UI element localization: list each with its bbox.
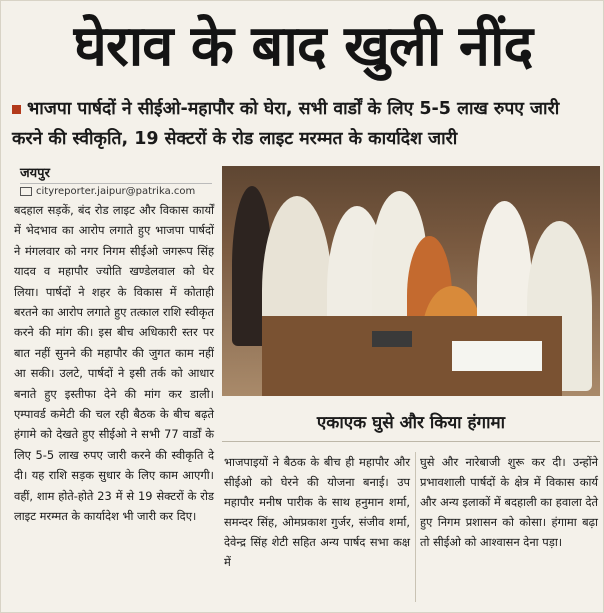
bullet-square-icon: [12, 105, 21, 114]
news-photo: [222, 166, 600, 396]
dateline: जयपुर: [20, 166, 50, 181]
subheading: एकाएक घुसे और किया हंगामा: [222, 405, 600, 442]
article-column-right: घुसे और नारेबाजी शुरू कर दी। उन्होंने प्रभावशाली पार्षदों के क्षेत्र में विकास कार्य और अन्य इलाकों में बदहाली का हवाला देते हुए निगम प्रशासन को कोसा। हंगामा बढ़ा तो सीईओ को आश्वासन देना पड़ा।: [420, 455, 598, 549]
byline-email[interactable]: cityreporter.jaipur@patrika.com: [36, 186, 196, 197]
deck-summary: [12, 94, 594, 154]
deck-text: भाजपा पार्षदों ने सीईओ-महापौर को घेरा, सभी वार्डों के लिए 5-5 लाख रुपए जारी करने की स्वीकृति, 19 सेक्टरों के रोड लाइट मरम्मत के कार्यादेश जारी: [12, 99, 560, 149]
article-body-left: बदहाल सड़कें, बंद रोड लाइट और विकास कार्यों में भेदभाव का आरोप लगाते हुए भाजपा पार्षदों ने मंगलवार को नगर निगम सीईओ जगरूप सिंह यादव व महापौर ज्योति खण्डेलवाल को घेर लिया। पार्षदों ने शहर के विकास में कोताही बरतने का आरोप लगाते हुए तत्काल राशि स्वीकृत करने की मांग की। इस बीच अधिकारी स्तर पर बात नहीं सुनने की महापौर की जुगत काम नहीं आ सकी। उलटे, पार्षदों ने इसी तर्क को आधार बनाते हुए इस्तीफा देने की मांग कर डाली। एम्पावर्ड कमेटी की चल रही बैठक के बीच बढ़ते हंगामे को देखते हुए सीईओ ने सभी 77 वार्डों के लिए 5-5 लाख रुपए जारी करने की स्वीकृति दे दी। यह राशि सड़क सुधार के लिए काम आएगी। वहीं, शाम होते-होते 23 में से 19 सेक्टरों के रोड लाइट मरम्मत के कार्यादेश भी जारी कर दिए।: [14, 203, 214, 524]
byline: [20, 183, 212, 197]
headline: घेराव के बाद खुली नींद: [73, 14, 533, 79]
article-column-middle: भाजपाइयों ने बैठक के बीच ही महापौर और सीईओ को घेरने की योजना बनाई। उप महापौर मनीष पारीक के साथ हनुमान शर्मा, समन्दर सिंह, ओमप्रकाश गुर्जर, संजीव शर्मा, देवेन्द्र सिंह शेटी सहित अन्य पार्षद सभा कक्ष में: [224, 455, 410, 569]
envelope-icon: [20, 187, 32, 196]
article-column-left: [14, 200, 214, 608]
column-divider: [415, 452, 416, 602]
